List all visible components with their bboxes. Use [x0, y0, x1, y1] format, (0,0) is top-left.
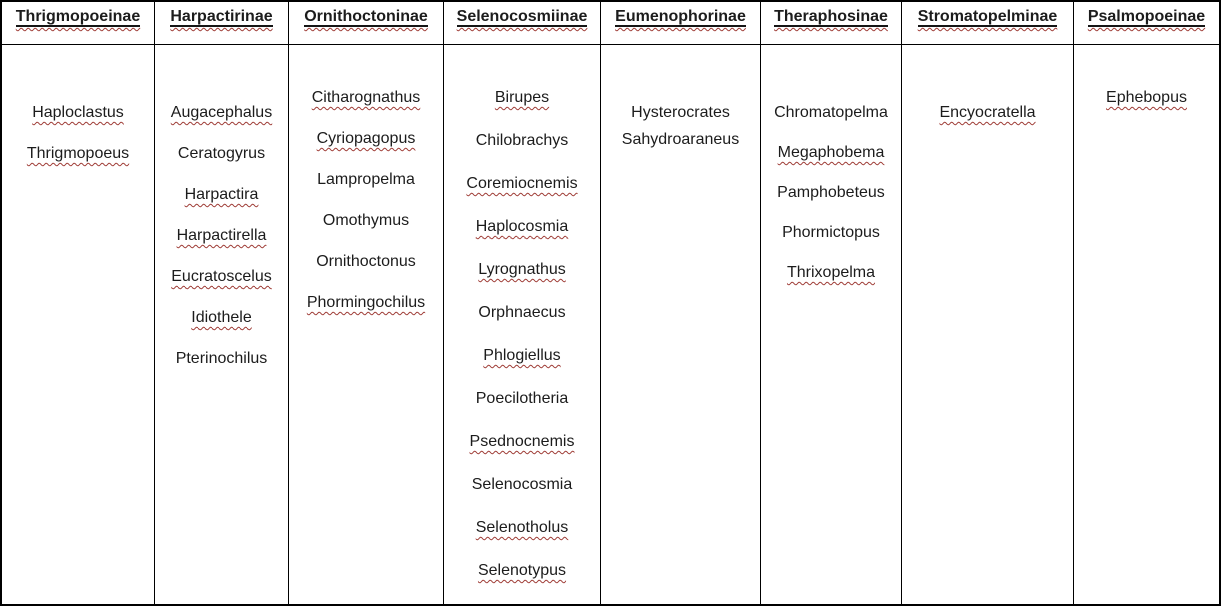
- genus-text: Phormictopus: [782, 224, 880, 241]
- column-psalmopoeinae: [1074, 2, 1219, 604]
- column-stromatopelminae: [902, 2, 1074, 604]
- column-header: Ornithoctoninae: [304, 8, 428, 25]
- header-cell: [155, 2, 288, 45]
- genus-name: [472, 475, 573, 495]
- genus-list: [155, 45, 288, 604]
- genus-text: Psednocnemis: [469, 433, 575, 450]
- genus-name: [774, 103, 888, 123]
- genus-name: [631, 103, 730, 123]
- genus-name: [476, 518, 569, 538]
- genus-text: Haploclastus: [32, 104, 124, 121]
- genus-text: Sahydroaraneus: [621, 131, 740, 148]
- genus-name: [185, 185, 259, 205]
- column-theraphosinae: [761, 2, 902, 604]
- genus-text: Harpactirella: [176, 227, 267, 244]
- spellcheck-underline-decoration: [457, 7, 588, 26]
- genus-name: [191, 308, 252, 328]
- genus-name: [32, 103, 124, 123]
- genus-text: Poecilotheria: [475, 390, 569, 407]
- genus-text: Harpactira: [184, 186, 259, 203]
- genus-name: [317, 129, 416, 149]
- genus-name: [782, 223, 880, 243]
- genus-text: Omothymus: [322, 212, 410, 229]
- genus-name: [495, 88, 549, 108]
- genus-text: Coremiocnemis: [466, 175, 578, 192]
- genus-name: [307, 293, 425, 313]
- genus-name: [176, 349, 268, 369]
- genus-text: Orphnaecus: [478, 304, 566, 321]
- genus-name: [622, 130, 739, 150]
- genus-name: [787, 263, 875, 283]
- genus-name: [476, 389, 569, 409]
- spellcheck-underline-decoration: [1088, 7, 1205, 26]
- spellcheck-underline-decoration: [16, 7, 140, 26]
- genus-text: Ephebopus: [1106, 89, 1187, 106]
- genus-text: Phormingochilus: [306, 294, 426, 311]
- spellcheck-underline-decoration: [304, 7, 428, 26]
- genus-text: Selenotypus: [477, 562, 567, 579]
- genus-text: Megaphobema: [777, 144, 885, 161]
- header-cell: [289, 2, 443, 45]
- spellcheck-underline-decoration: [170, 7, 272, 26]
- header-cell: [444, 2, 600, 45]
- genus-name: [171, 267, 272, 287]
- genus-text: Selenocosmia: [471, 476, 573, 493]
- header-cell: [2, 2, 154, 45]
- genus-text: Thrixopelma: [786, 264, 876, 281]
- genus-text: Encyocratella: [939, 104, 1036, 121]
- genus-name: [470, 432, 575, 452]
- genus-name: [939, 103, 1035, 123]
- genus-name: [171, 103, 272, 123]
- genus-list: [761, 45, 901, 604]
- genus-text: Selenotholus: [475, 519, 569, 536]
- genus-text: Augacephalus: [170, 104, 273, 121]
- genus-list: [444, 45, 600, 604]
- spellcheck-underline-decoration: [774, 7, 888, 26]
- genus-name: [777, 183, 885, 203]
- genus-name: [778, 143, 885, 163]
- genus-text: Eucratoscelus: [171, 268, 272, 285]
- genus-name: [476, 217, 568, 237]
- genus-text: Phlogiellus: [483, 347, 561, 364]
- genus-text: Chilobrachys: [475, 132, 569, 149]
- column-thrigmopoeinae: [2, 2, 155, 604]
- genus-text: Pamphobeteus: [777, 184, 885, 201]
- genus-text: Lyrognathus: [478, 261, 566, 278]
- genus-list: [289, 45, 443, 604]
- genus-name: [316, 252, 416, 272]
- genus-name: [476, 131, 568, 151]
- header-cell: [1074, 2, 1219, 45]
- header-cell: [761, 2, 901, 45]
- column-header: Selenocosmiinae: [456, 8, 588, 25]
- genus-name: [312, 88, 421, 108]
- column-header: Eumenophorinae: [615, 8, 746, 25]
- spellcheck-underline-decoration: [918, 7, 1058, 26]
- genus-name: [178, 144, 265, 164]
- header-cell: [902, 2, 1073, 45]
- header-cell: [601, 2, 760, 45]
- genus-text: Chromatopelma: [774, 104, 888, 121]
- genus-list: [601, 45, 760, 604]
- column-header: Harpactirinae: [170, 8, 273, 25]
- genus-name: [483, 346, 560, 366]
- column-header: Thrigmopoeinae: [15, 8, 141, 25]
- genus-text: Lampropelma: [317, 171, 415, 188]
- genus-name: [27, 144, 129, 164]
- column-harpactirinae: [155, 2, 289, 604]
- genus-name: [478, 260, 565, 280]
- genus-list: [902, 45, 1073, 604]
- genus-text: Citharognathus: [311, 89, 421, 106]
- column-selenocosmiinae: [444, 2, 601, 604]
- genus-list: [1074, 45, 1219, 604]
- genus-name: [317, 170, 415, 190]
- genus-name: [177, 226, 267, 246]
- genus-name: [478, 561, 566, 581]
- genus-text: Ceratogyrus: [177, 145, 266, 162]
- genus-text: Birupes: [494, 89, 550, 106]
- genus-text: Haplocosmia: [475, 218, 569, 235]
- genus-list: [2, 45, 154, 604]
- spellcheck-underline-decoration: [615, 7, 746, 26]
- genus-name: [323, 211, 409, 231]
- genus-text: Ornithoctonus: [316, 253, 416, 270]
- column-header: Stromatopelminae: [917, 8, 1058, 25]
- genus-name: [466, 174, 577, 194]
- genus-text: Pterinochilus: [175, 350, 268, 367]
- genus-text: Idiothele: [191, 309, 252, 326]
- column-header: Theraphosinae: [774, 8, 888, 25]
- column-header: Psalmopoeinae: [1087, 8, 1206, 25]
- column-ornithoctoninae: [289, 2, 444, 604]
- genus-name: [478, 303, 565, 323]
- genus-text: Cyriopagopus: [316, 130, 416, 147]
- genus-name: [1106, 88, 1187, 108]
- genus-text: Hysterocrates: [631, 104, 730, 121]
- column-eumenophorinae: [601, 2, 761, 604]
- genus-text: Thrigmopoeus: [26, 145, 130, 162]
